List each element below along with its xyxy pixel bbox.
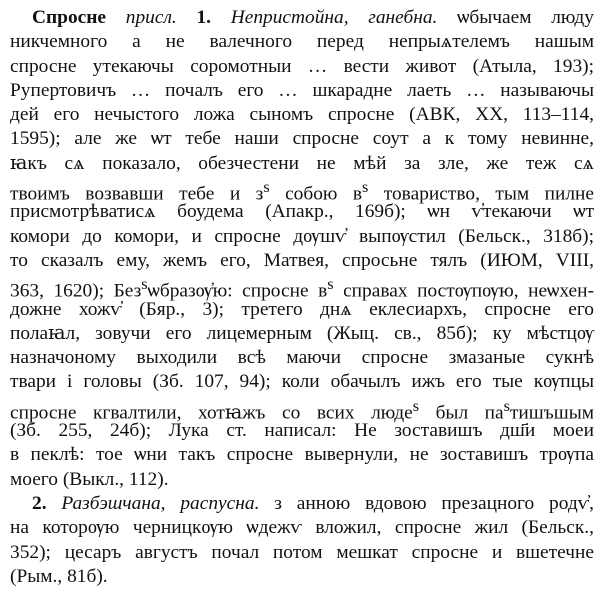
entry-line [10, 419, 594, 443]
entry-line [10, 103, 594, 127]
sense-text-line: (Зб. 255, 24б); Лука ст. написал: Не зоставишъ дш҃и моеи [10, 420, 594, 442]
entry-line [10, 249, 594, 273]
entry-line [10, 273, 594, 302]
superscript: s [362, 179, 369, 197]
entry-line [10, 346, 594, 370]
entry-line [10, 79, 594, 103]
sense-text-line: твари і головы (Зб. 107, 94); коли обачылъ ижъ его тые кѹпцы [10, 371, 594, 393]
sense-text-line: твоимъ возвавши тебе и з [10, 183, 264, 205]
sense-text-line: товариство, тым пилне [368, 183, 594, 205]
sense-text-line: дожне хожѵ҆ (Бяр., 3); третего днѧ еклесиархъ, спросне его [10, 298, 594, 320]
superscript: s [412, 397, 420, 415]
sense-text-line: дей его нечыстого ложа сыномъ спросне (АВК, XX, 113–114, [10, 104, 594, 126]
part-of-speech: присл. [125, 7, 177, 28]
entry-line [10, 225, 594, 249]
entry-line-1 [10, 6, 594, 30]
entry-line [10, 200, 594, 224]
sense-text-line: был па [419, 402, 504, 424]
sense-text-line: моего (Выкл., 112). [10, 468, 169, 490]
sense-text-line: на которѹю черницкѹю ѡдежѵ вложил, спросне жил (Бельск., [10, 517, 594, 539]
entry-line-sense-2 [10, 492, 594, 516]
sense-text-line: з анною вдовою презацного родѵ҆, [274, 492, 594, 514]
sense-text-line: тишъшым [509, 402, 594, 424]
sense-text-line: спросне кгвалтили, хотꙗжъ со всих люде [10, 402, 413, 424]
sense-text-line: 352); цесаръ августъ почал потом мешкат спросне и вшетечне [10, 541, 594, 563]
entry-line [10, 395, 594, 424]
entry-line [10, 443, 594, 467]
sense-text-line: справах постѹпѹю, неѡхен- [333, 280, 594, 302]
entry-line [10, 176, 594, 205]
headword: Спросне [32, 7, 107, 28]
sense-text-line: комори до комори, и спросне дѹшѵ҆ выпѹстил (Бельск., 318б); [10, 225, 594, 247]
sense-text-line: ѡбразѹ҆ю: спросне в [147, 280, 328, 302]
entry-line [10, 322, 594, 346]
entry-line [10, 541, 594, 565]
entry-line [10, 127, 594, 151]
entry-line [10, 516, 594, 540]
sense-definition-2: Разбэшчана, распусна. [61, 492, 260, 514]
sense-text-line: назначоному выходили всѣ маючи спросне змазаные сукнѣ [10, 347, 594, 369]
entry-line [10, 370, 594, 394]
sense-text-line: то сказалъ ему, жемъ его, Матвея, спросьне тялъ (ИЮМ, VIII, [10, 249, 594, 271]
sense-text-line: присмотрѣватисѧ боудема (Апакр., 169б); ѡн ѵ҆текаючи ѡт [10, 201, 594, 223]
sense-text-line: полаꙗл, зовучи его лицемерным (Жыц. св., 85б); ку мѣстцѹ [10, 322, 594, 344]
sense-text-line: в пеклѣ: тое ѡни такъ спросне вывернули, не зоставишъ трѹпа [10, 444, 594, 466]
entry-line [10, 55, 594, 79]
sense-text-line: Рупертовичъ … почалъ его … шкарадне лаеть … называючы [10, 79, 594, 101]
entry-line [10, 298, 594, 322]
entry-line [10, 30, 594, 54]
superscript: s [263, 179, 270, 197]
entry-line [10, 152, 594, 176]
sense-text-line: 1595); але же ѡт тебе наши спросне соут а к тому невинне, [10, 128, 594, 150]
entry-line [10, 468, 594, 492]
sense-text-line: 363, 1620); Без [10, 280, 142, 302]
sense-number-1: 1. [196, 7, 211, 28]
sense-definition-1: Непристойна, ганебна. [230, 7, 438, 28]
sense-text-line: спросне утекаючы соромотныи … вести живот (Атыла, 193); [10, 55, 594, 77]
sense-text-line: ꙗкъ сѧ показало, обезчестени не мѣй за зле, же теж сѧ [10, 152, 594, 174]
sense-text-line: никчемного а не валечного перед непрыѧтелемъ нашым [10, 31, 594, 53]
superscript: s [327, 276, 334, 294]
sense-text-line: (Рым., 81б). [10, 565, 108, 587]
superscript: s [503, 397, 510, 415]
sense-number-2: 2. [32, 492, 47, 514]
sense-text-line: ѡбычаем люду [457, 7, 594, 28]
sense-text-line: собою в [269, 183, 363, 205]
entry-line [10, 565, 594, 589]
superscript: s [141, 276, 148, 294]
